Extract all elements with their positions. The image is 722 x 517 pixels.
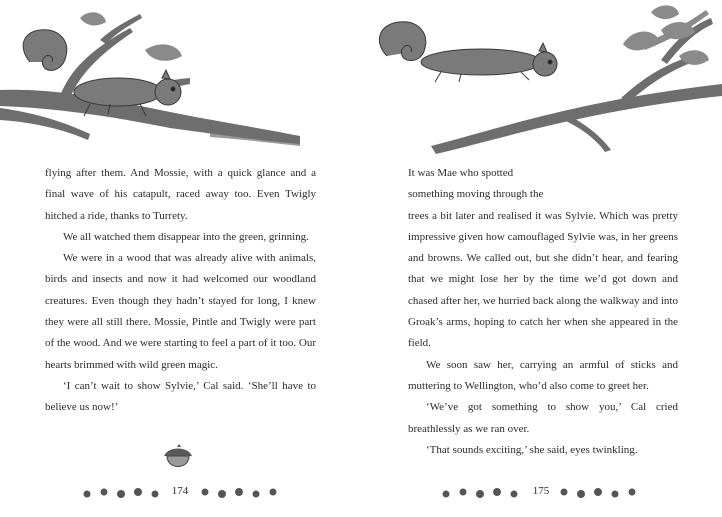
right-footer bbox=[361, 476, 722, 510]
paragraph: ‘I can’t wait to show Sylvie,’ Cal said. ‘She’ll have to believe us now!’ bbox=[45, 379, 316, 414]
page-number: 174 bbox=[171, 485, 189, 497]
acorn-icon bbox=[160, 444, 196, 478]
flower-border-icon bbox=[559, 486, 645, 500]
paragraph: We all watched them disappear into the green, grinning. bbox=[63, 230, 309, 243]
paragraph-line: something moving through the bbox=[408, 188, 544, 201]
leaf-icon bbox=[623, 31, 659, 50]
paragraph-line: It was Mae who spotted bbox=[408, 167, 514, 179]
paragraph: ‘That sounds exciting,’ she said, eyes twinkling. bbox=[426, 443, 638, 456]
right-squirrel-illustration bbox=[361, 0, 722, 160]
flower-border-icon bbox=[82, 486, 168, 500]
paragraph: flying after them. And Mossie, with a quick glance and a final wave of his catapult, raced away too. Even Twigly hitched a ride, thanks to Turrety. bbox=[45, 167, 316, 222]
right-page-text bbox=[408, 163, 678, 461]
paragraph: ‘We’ve got something to show you,’ Cal cried breathlessly as we ran over. bbox=[408, 401, 678, 435]
paragraph: We were in a wood that was already alive with animals, birds and insects and now it had welcomed our woodland creatures. Even though they hadn’t stayed for long, I knew they were all still there. Mossie, Pintle and Twigly were part of the wood. And we were starting to feel a part of it too. Our hearts brimmed with wild green magic. bbox=[45, 252, 316, 371]
page-number: 175 bbox=[532, 485, 550, 497]
flower-border-icon bbox=[441, 486, 527, 500]
leaf-icon bbox=[80, 12, 106, 25]
leaf-icon bbox=[651, 5, 679, 19]
paragraph: We soon saw her, carrying an armful of sticks and muttering to Wellington, who’d also come to greet her. bbox=[408, 358, 678, 392]
flower-border-icon bbox=[200, 486, 286, 500]
right-page bbox=[361, 0, 722, 517]
left-page-text bbox=[45, 163, 316, 419]
left-squirrel-illustration bbox=[0, 0, 361, 160]
squirrel-icon bbox=[379, 22, 557, 82]
left-footer bbox=[0, 476, 361, 510]
leaf-icon bbox=[145, 44, 182, 60]
paragraph: trees a bit later and realised it was Sylvie. Which was pretty impressive given how camouflaged Sylvie was, in her greens and browns. We called out, but she didn’t hear, and fearing that we might lose her by the time we’d got down and chased after her, we hurried back along the walkway and into Groak’s arms, hoping to catch her when she appeared in the field. bbox=[408, 209, 678, 350]
